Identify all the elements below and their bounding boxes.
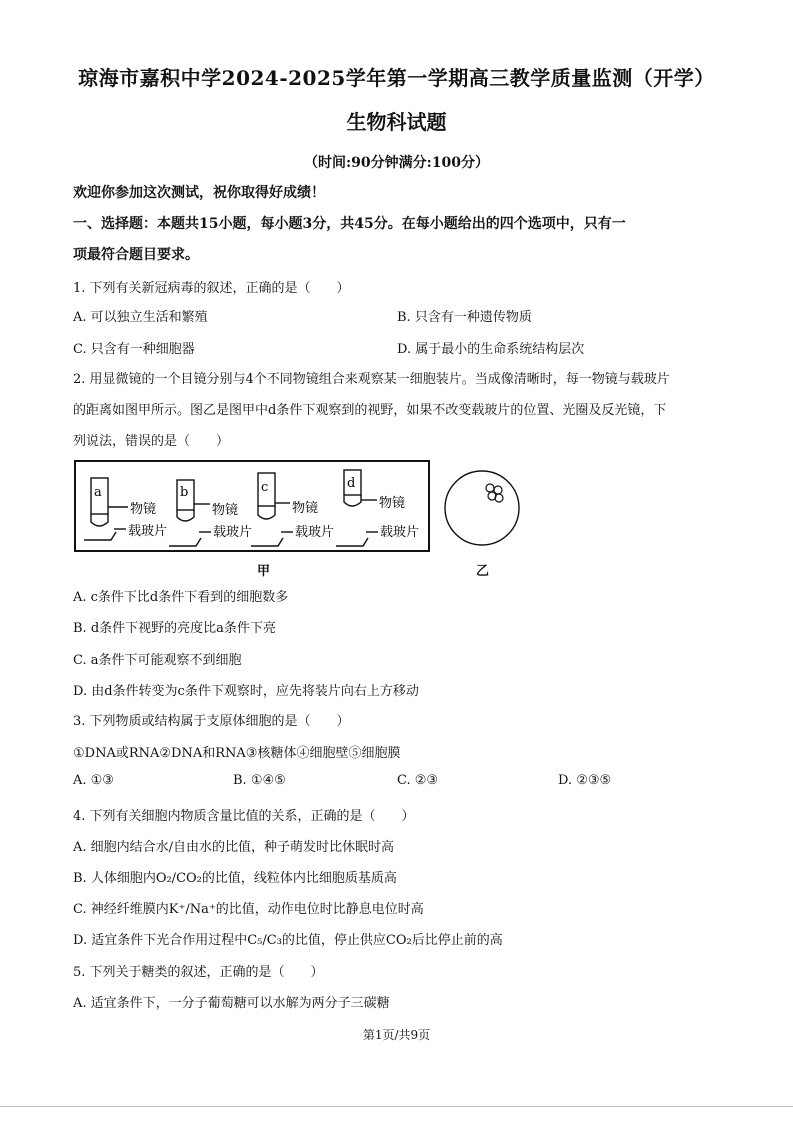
microscope-figure	[74, 460, 534, 585]
exam-subject: 生物科试题	[346, 110, 447, 134]
cell	[486, 484, 494, 492]
q2-option-a: A. c条件下比d条件下看到的细胞数多	[73, 590, 289, 605]
lens-label-d: d	[347, 476, 356, 491]
q1-option-b: B. 只含有一种遗传物质	[397, 310, 532, 325]
slide-label-c: 载玻片	[295, 525, 335, 540]
page-number: 第1页/共9页	[362, 1028, 431, 1042]
q3-option-c: C. ②③	[397, 773, 439, 788]
q2-stem-line1: 2. 用显微镜的一个目镜分别与4个不同物镜组合来观察某一细胞装片。当成像清晰时，每一物镜与载玻片	[73, 372, 670, 387]
slide-label-a: 载玻片	[128, 524, 168, 539]
objective-label-b: 物镜	[212, 503, 239, 518]
caption-yi: 乙	[476, 564, 490, 579]
q4-option-b: B. 人体细胞内O₂/CO₂的比值，线粒体内比细胞质基质高	[73, 871, 397, 886]
q4-option-d: D. 适宜条件下光合作用过程中C₅/C₃的比值，停止供应CO₂后比停止前的高	[73, 933, 503, 948]
section-heading-line2: 项最符合题目要求。	[73, 247, 199, 263]
field-of-view-yi	[445, 471, 519, 545]
objective-lens-a	[84, 478, 167, 540]
page-bottom-divider	[0, 1106, 793, 1107]
objective-label-a: 物镜	[130, 502, 157, 517]
lens-label-b: b	[180, 485, 189, 500]
lens-label-c: c	[261, 480, 269, 495]
cell	[495, 494, 503, 502]
q1-stem: 1. 下列有关新冠病毒的叙述，正确的是（ ）	[73, 281, 350, 296]
q3-items: ①DNA或RNA②DNA和RNA③核糖体④细胞壁⑤细胞膜	[73, 746, 401, 761]
welcome-text: 欢迎你参加这次测试，祝你取得好成绩！	[73, 185, 325, 201]
q5-option-a: A. 适宜条件下，一分子葡萄糖可以水解为两分子三碳糖	[73, 996, 390, 1011]
q1-option-a: A. 可以独立生活和繁殖	[73, 310, 208, 325]
q3-stem: 3. 下列物质或结构属于支原体细胞的是（ ）	[73, 714, 350, 729]
q2-stem-line2: 的距离如图甲所示。图乙是图甲中d条件下观察到的视野，如果不改变载玻片的位置、光圈及反光镜，下	[73, 403, 667, 418]
objective-lens-d	[336, 470, 419, 546]
objective-label-d: 物镜	[379, 496, 406, 511]
q4-stem: 4. 下列有关细胞内物质含量比值的关系，正确的是（ ）	[73, 809, 415, 824]
q1-option-c: C. 只含有一种细胞器	[73, 342, 195, 357]
slide-label-b: 载玻片	[213, 525, 253, 540]
lens-label-a: a	[94, 485, 102, 500]
q2-stem-line3: 列说法，错误的是（ ）	[73, 434, 230, 449]
objective-label-c: 物镜	[292, 501, 319, 516]
q2-option-d: D. 由d条件转变为c条件下观察时，应先将装片向右上方移动	[73, 684, 419, 699]
time-info: （时间:90分钟满分:100分）	[303, 155, 490, 171]
q3-option-b: B. ①④⑤	[233, 773, 286, 788]
objective-lens-c	[251, 473, 334, 546]
caption-jia: 甲	[257, 564, 271, 579]
slide-label-d: 载玻片	[380, 525, 420, 540]
q4-option-c: C. 神经纤维膜内K⁺/Na⁺的比值，动作电位时比静息电位时高	[73, 902, 424, 917]
exam-title: 琼海市嘉积中学2024-2025学年第一学期高三教学质量监测（开学）	[78, 66, 715, 90]
q5-stem: 5. 下列关于糖类的叙述，正确的是（ ）	[73, 965, 324, 980]
q3-option-d: D. ②③⑤	[558, 773, 612, 788]
section-heading-line1: 一、选择题：本题共15小题，每小题3分，共45分。在每小题给出的四个选项中，只有一	[73, 216, 626, 232]
q3-option-a: A. ①③	[73, 773, 114, 788]
q2-option-b: B. d条件下视野的亮度比a条件下亮	[73, 621, 276, 636]
q1-option-d: D. 属于最小的生命系统结构层次	[397, 342, 585, 357]
q4-option-a: A. 细胞内结合水/自由水的比值，种子萌发时比休眠时高	[73, 840, 395, 855]
objective-lens-b	[169, 480, 252, 546]
q2-option-c: C. a条件下可能观察不到细胞	[73, 653, 242, 668]
